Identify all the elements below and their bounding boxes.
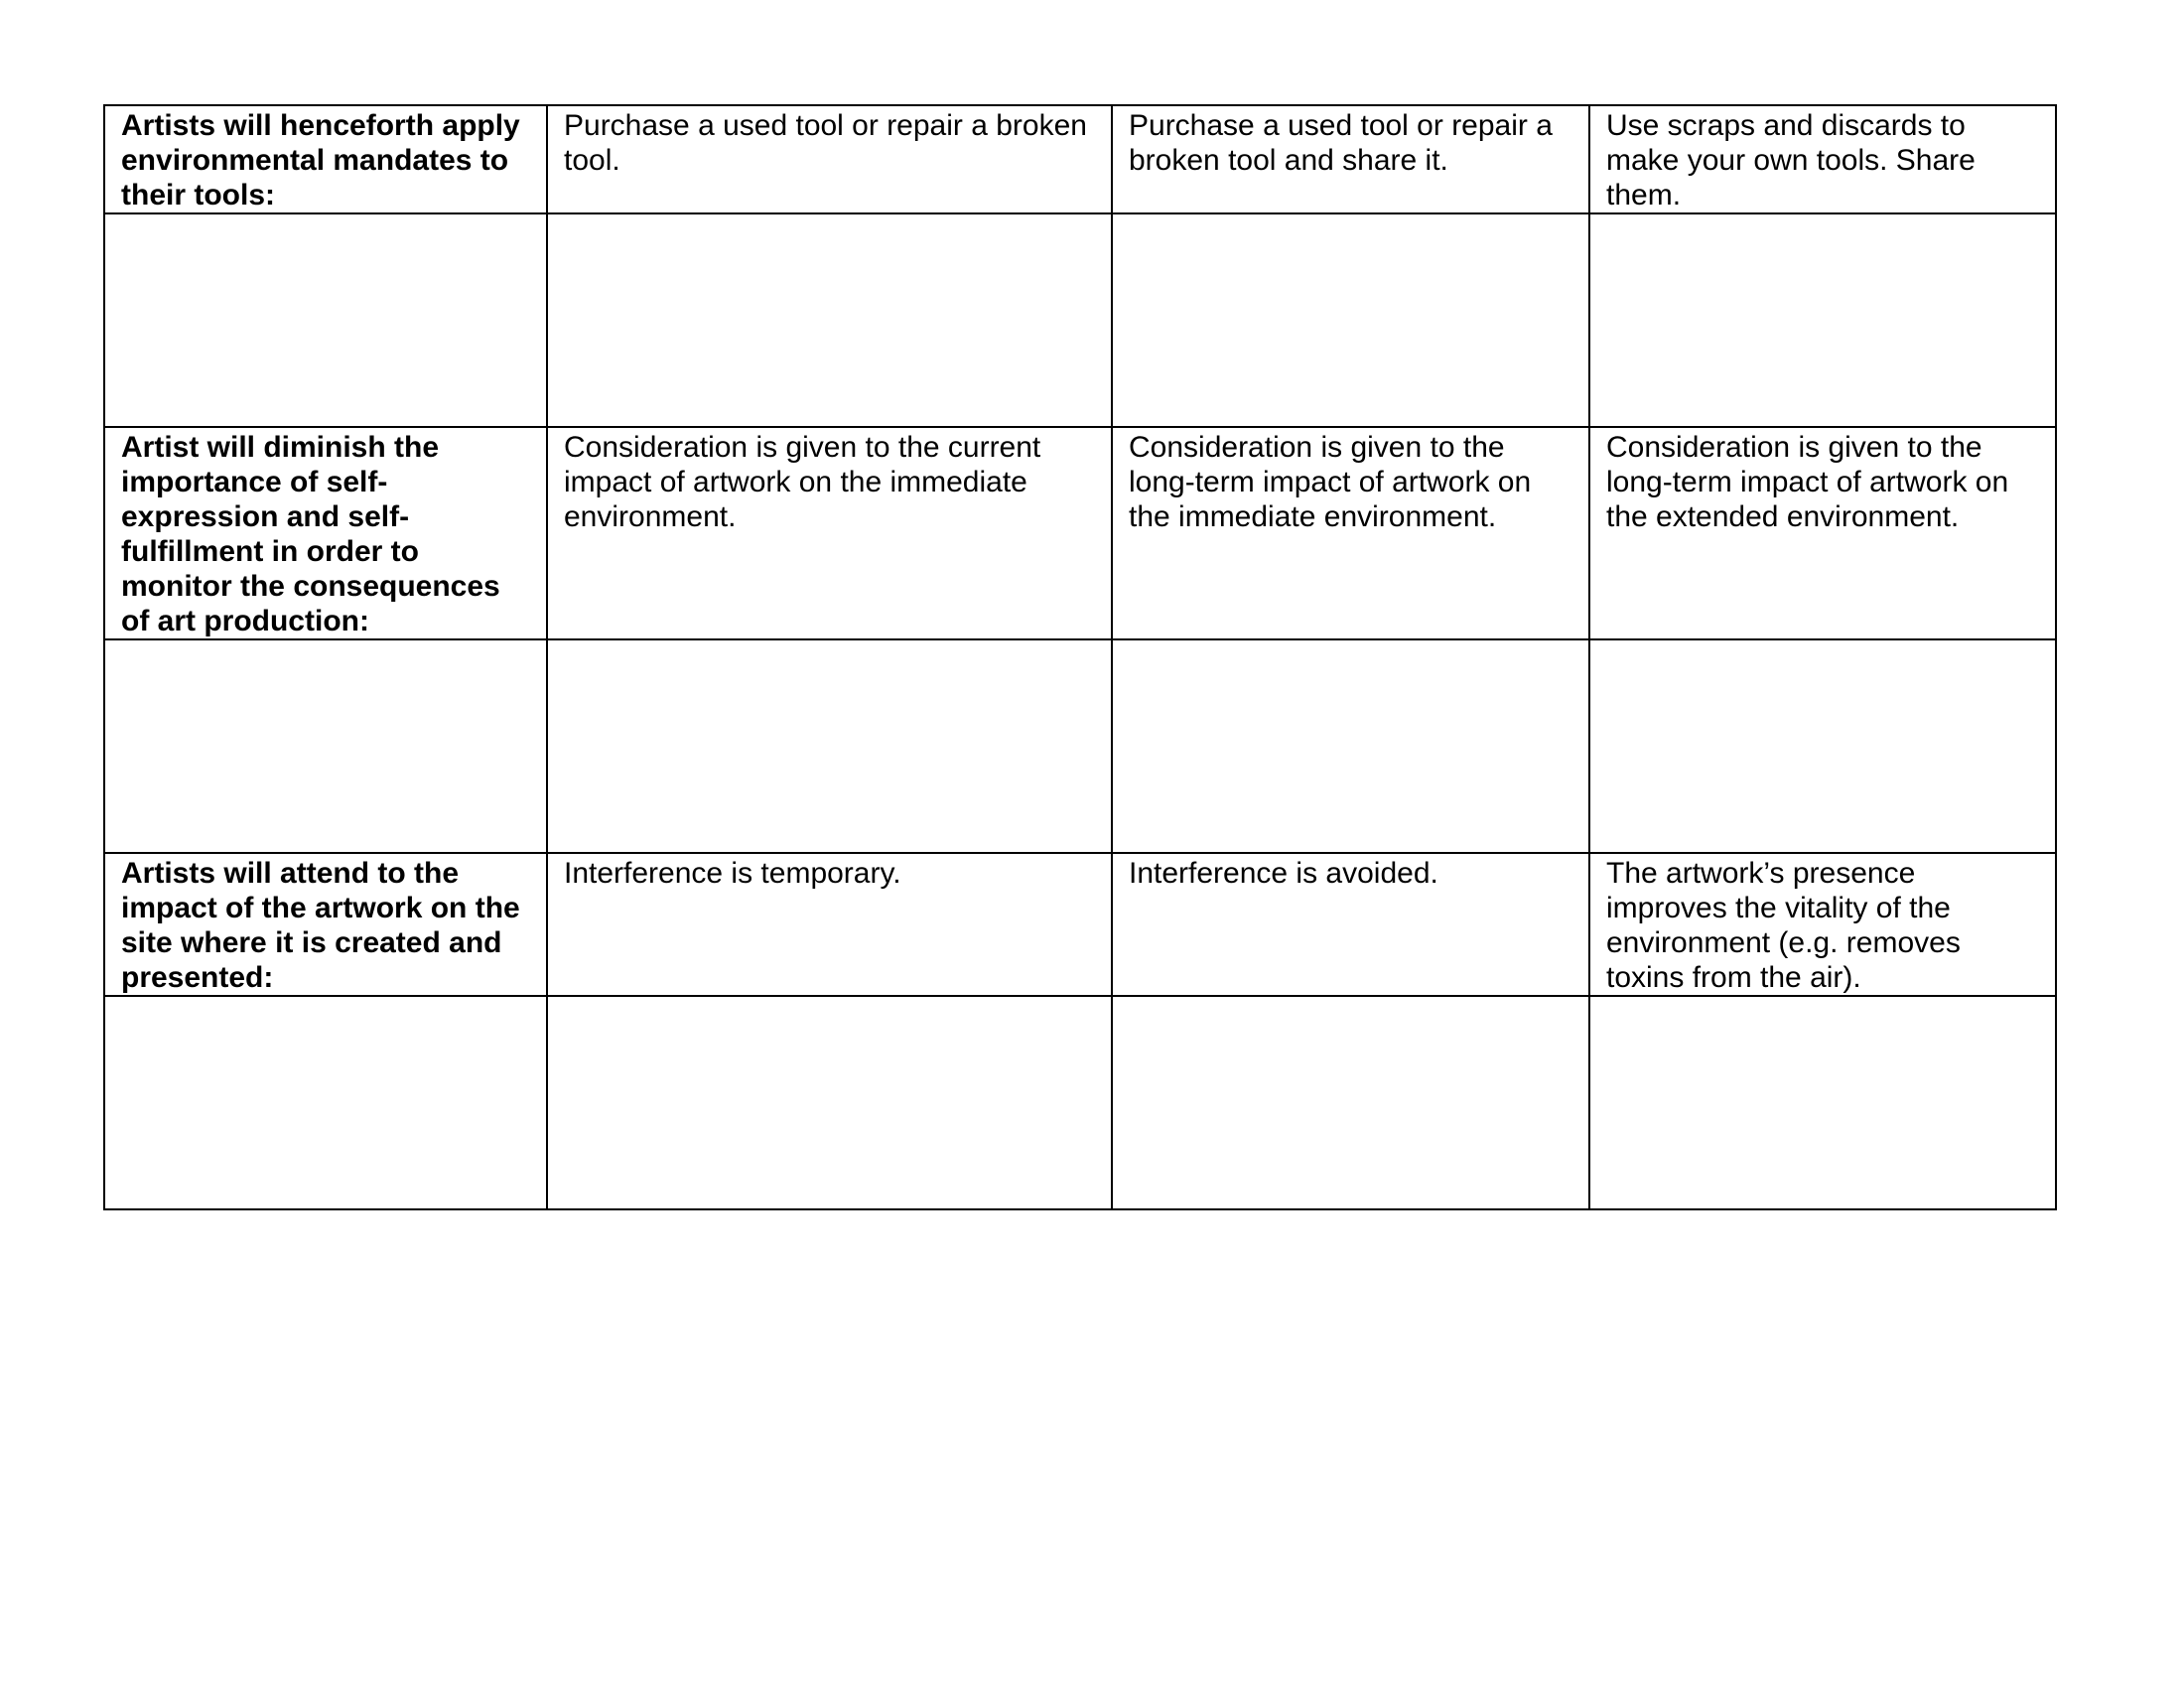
blank-cell[interactable] <box>104 213 547 427</box>
blank-cell[interactable] <box>547 639 1112 853</box>
blank-cell[interactable] <box>1112 639 1589 853</box>
blank-cell[interactable] <box>1589 639 2056 853</box>
blank-cell[interactable] <box>547 213 1112 427</box>
table-row <box>104 105 2056 213</box>
level-3-cell: Consideration is given to the long-term impact of artwork on the extended environment. <box>1589 427 2056 639</box>
blank-cell[interactable] <box>104 639 547 853</box>
level-1-cell: Purchase a used tool or repair a broken tool. <box>547 105 1112 213</box>
level-1-cell: Interference is temporary. <box>547 853 1112 996</box>
blank-cell[interactable] <box>547 996 1112 1209</box>
level-2-cell: Purchase a used tool or repair a broken tool and share it. <box>1112 105 1589 213</box>
table-row <box>104 427 2056 639</box>
level-1-cell: Consideration is given to the current impact of artwork on the immediate environment. <box>547 427 1112 639</box>
criterion-cell: Artists will attend to the impact of the artwork on the site where it is created and presented: <box>104 853 547 996</box>
blank-row <box>104 639 2056 853</box>
table-row <box>104 853 2056 996</box>
level-2-cell: Interference is avoided. <box>1112 853 1589 996</box>
blank-cell[interactable] <box>1589 213 2056 427</box>
blank-row <box>104 213 2056 427</box>
blank-cell[interactable] <box>104 996 547 1209</box>
criterion-cell: Artists will henceforth apply environmental mandates to their tools: <box>104 105 547 213</box>
level-2-cell: Consideration is given to the long-term impact of artwork on the immediate environment. <box>1112 427 1589 639</box>
blank-cell[interactable] <box>1589 996 2056 1209</box>
blank-cell[interactable] <box>1112 996 1589 1209</box>
level-3-cell: The artwork’s presence improves the vitality of the environment (e.g. removes toxins from the air). <box>1589 853 2056 996</box>
blank-cell[interactable] <box>1112 213 1589 427</box>
level-3-cell: Use scraps and discards to make your own tools. Share them. <box>1589 105 2056 213</box>
criterion-cell: Artist will diminish the importance of self-expression and self-fulfillment in order to monitor the consequences of art production: <box>104 427 547 639</box>
blank-row <box>104 996 2056 1209</box>
rubric-table <box>103 104 2057 1210</box>
